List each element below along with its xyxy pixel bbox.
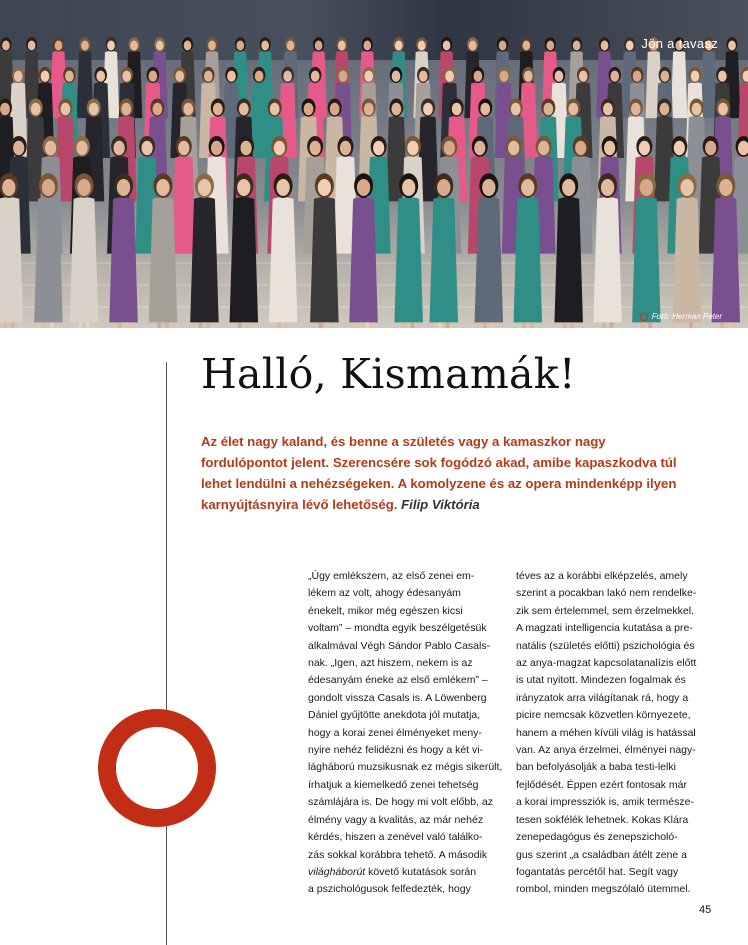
decorative-ring xyxy=(98,709,216,827)
body-text-line: hogy a korai zenei élményeket meny- xyxy=(308,726,482,739)
body-text-line: a korai impressziók is, amik természe- xyxy=(516,796,694,809)
body-text-line: hanem a méhen kívüli világ is hatással xyxy=(516,726,696,739)
article-column-1 xyxy=(308,568,508,899)
body-text-line: van. Az anya érzelmei, élményei nagy- xyxy=(516,744,696,757)
photo-credit-ring-icon xyxy=(640,313,648,321)
body-text-line: lágháború muzsikusnak ez mégis sikerült, xyxy=(308,761,503,774)
body-text-line: nak. „Igen, azt hiszem, nekem is az xyxy=(308,657,473,670)
crowd-illustration xyxy=(0,0,748,328)
body-text-line: voltam” – mondta egyik beszélgetésük xyxy=(308,622,487,635)
vertical-rule xyxy=(166,362,167,945)
body-text-line: A magzati intelligencia kutatása a pre- xyxy=(516,622,693,635)
body-text-line: zik sem értelemmel, sem érzelmekkel. xyxy=(516,604,694,617)
body-text-line: rombol, minden megszólaló ütemmel. xyxy=(516,883,691,896)
body-text-line: édesanyám éneke az első emlékem” – xyxy=(308,674,488,687)
body-text-line: szerint a pocakban lakó nem rendelke- xyxy=(516,587,697,600)
body-text-line: Dániel gyűjtötte anekdota jól mutatja, xyxy=(308,709,481,722)
article-column-2 xyxy=(516,568,716,899)
body-text-line: picire nemcsak közvetlen környezete, xyxy=(516,709,691,722)
article-lead xyxy=(201,431,686,515)
body-text-line: kérdés, hiszen a zenével való találko- xyxy=(308,831,483,844)
body-text-line: zás sokkal korábbra tehető. A második xyxy=(308,848,488,861)
body-text-line: gondolt vissza Casals is. A Löwenberg xyxy=(308,691,487,704)
body-text-line: „Úgy emlékszem, az első zenei em- xyxy=(308,570,475,582)
page-number: 45 xyxy=(699,904,712,916)
body-text-line: fogantatás percétől hat. Segít vagy xyxy=(516,865,679,878)
article-title: Halló, Kismamák! xyxy=(201,350,576,398)
body-text-line: világháborút követő kutatások során xyxy=(308,865,477,878)
body-text-line: tesen sokfélék lehetnek. Kokas Klára xyxy=(516,813,689,826)
body-text-line: ban befolyásolják a baba testi-lelki xyxy=(516,761,676,774)
body-text-line: zenepedagógus és zenepszicholó- xyxy=(516,831,678,844)
body-text-line: írhatjuk a kiemelkedő zenei tehetség xyxy=(308,778,479,791)
body-text-line: az anya-magzat kapcsolatanalízis előtt xyxy=(516,657,697,670)
body-text-line: gus szerint „a családban átélt zene a xyxy=(516,848,688,861)
body-text-line: énekelt, mikor még egészen kicsi xyxy=(308,604,463,617)
photo-credit xyxy=(640,312,722,321)
body-text-line: is utat nyitott. Mindezen fogalmak és xyxy=(516,674,686,687)
body-text-line: lékem az volt, ahogy édesanyám xyxy=(308,587,461,600)
body-text-line: nyire nehéz felidézni és hogy a két vi- xyxy=(308,744,484,757)
body-text-line: téves az a korábbi elképzelés, amely xyxy=(516,570,688,582)
body-text-line: a pszichológusok felfedezték, hogy xyxy=(308,883,471,896)
author-byline: Filip Viktória xyxy=(401,497,480,512)
body-text-line: fejlődését. Éppen ezért fontosak már xyxy=(516,778,688,791)
group-photo xyxy=(0,0,748,328)
body-text-line: irányzatok arra világítanak rá, hogy a xyxy=(516,691,689,704)
photo-credit-text: Fotó: Herman Péter xyxy=(651,312,722,321)
body-text-line: számlájára is. De hogy mi volt előbb, az xyxy=(308,796,493,809)
body-text-line: natális (születés előtti) pszichológia és xyxy=(516,639,695,652)
section-label: Jön a tavasz xyxy=(641,36,718,51)
body-text-line: alkalmával Végh Sándor Pablo Casals- xyxy=(308,639,491,652)
body-text-line: élmény vagy a kvalitás, az már nehéz xyxy=(308,813,484,826)
lead-text: Az élet nagy kaland, és benne a születés vagy a kamaszkor nagy fordulópontot jelent. Szerencsére sok fogódzó akad, amibe kapaszkodva túl lehet lendülni a nehézségeken. A komolyzene és az opera mindenképp ilyen karnyújtásnyira lévő lehetőség. xyxy=(201,434,677,512)
